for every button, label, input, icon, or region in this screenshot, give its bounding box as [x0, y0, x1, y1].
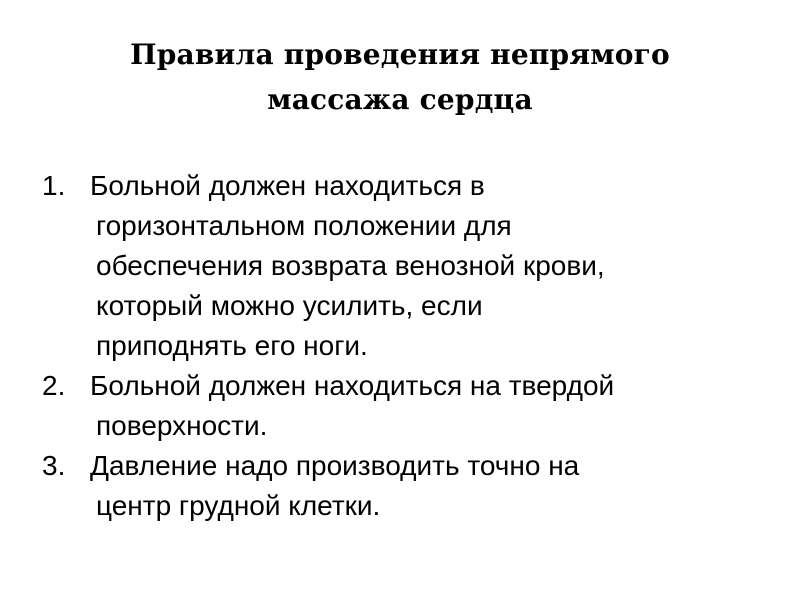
rule-text-line: Больной должен находиться на твердой	[90, 370, 615, 401]
rule-text-line: обеспечения возврата венозной крови,	[96, 250, 605, 281]
rule-number: 2.	[42, 370, 66, 401]
rule-text-line: центр грудной клетки.	[96, 490, 381, 521]
rule-item-1	[42, 166, 782, 366]
rule-text-line: поверхности.	[96, 410, 268, 441]
slide-title	[40, 32, 760, 122]
rule-text-line: Давление надо производить точно на	[90, 450, 580, 481]
rule-item-2	[42, 366, 782, 446]
slide-title-line-1: Правила проведения непрямого	[130, 38, 670, 71]
rule-text-line: который можно усилить, если	[96, 290, 483, 321]
rule-item-3	[42, 446, 782, 526]
rule-text-line: горизонтальном положении для	[96, 210, 512, 241]
rule-text-line: приподнять его ноги.	[96, 330, 368, 361]
rule-text-line: Больной должен находиться в	[90, 170, 485, 201]
rule-number: 3.	[42, 450, 66, 481]
rule-number: 1.	[42, 170, 66, 201]
slide-title-line-2: массажа сердца	[267, 83, 533, 116]
rules-list	[42, 166, 782, 526]
